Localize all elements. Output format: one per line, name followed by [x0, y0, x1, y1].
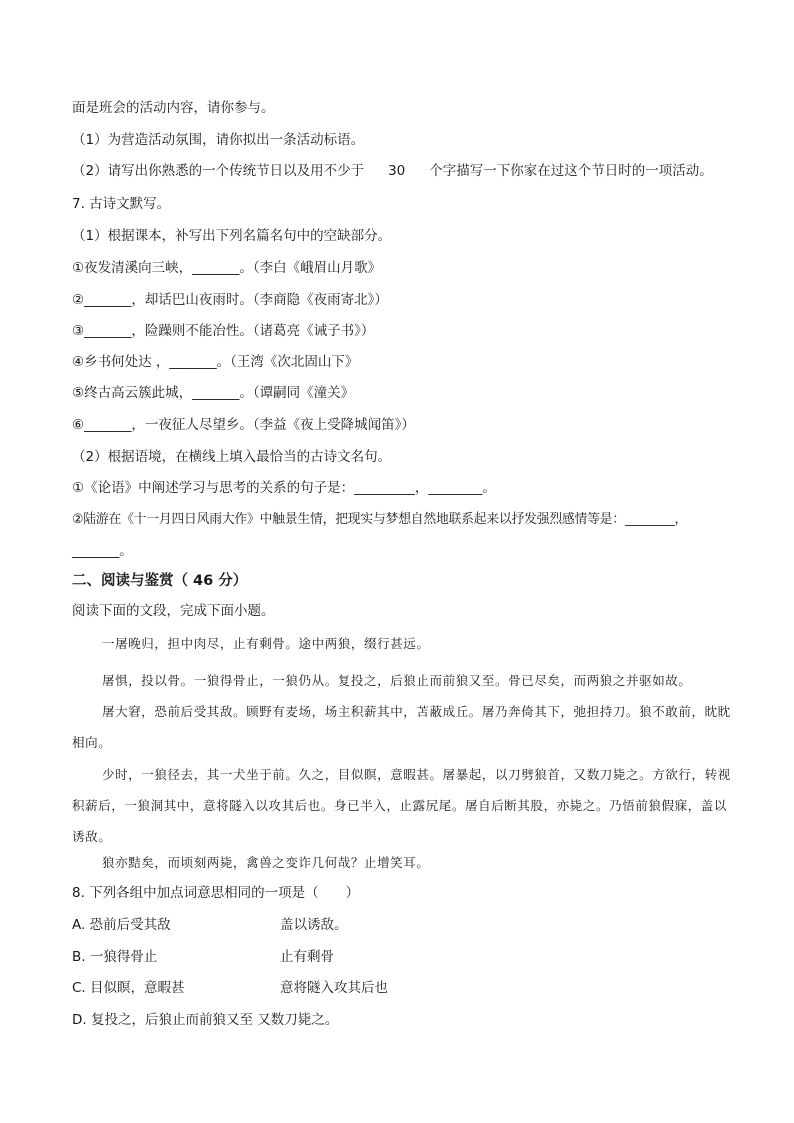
passage-para-5: 狼亦黠矣，而顷刻两毙，禽兽之变诈几何哉？止增笑耳。	[102, 855, 430, 870]
q8-option-a-pair: 盖以诱敌。	[280, 917, 348, 933]
q6-item2-post: 个字描写一下你家在过这个节日时的一项活动。	[429, 163, 713, 179]
section2-instruction: 阅读下面的文段，完成下面小题。	[72, 603, 275, 619]
q6-item2-number: 30	[388, 163, 406, 179]
passage-para-1: 一屠晚归，担中肉尽，止有剩骨。途中两狼，缀行甚远。	[102, 636, 430, 651]
section2-heading: 二、阅读与鉴赏（ 46 分）	[72, 573, 248, 589]
passage-para-4: 少时，一狼径去，其一犬坐于前。久之，目似瞑，意暇甚。屠暴起，以刀劈狼首，又数刀毙之。方欲行，转视积薪后，一狼洞其中，意将隧入以攻其后也。身已半入，止露尻尾。屠自后断其股，亦毙之。乃悟前狼假寐，盖以诱敌。	[72, 767, 731, 844]
passage-para-2: 屠惧，投以骨。一狼得骨止，一狼仍从。复投之，后狼止而前狼又至。骨已尽矣，而两狼之并驱如故。	[102, 673, 692, 688]
q6-item2	[72, 161, 713, 181]
q8-option-d-pair: 又数刀毙之。	[257, 1012, 339, 1028]
q8-option-d	[72, 1010, 338, 1030]
q7-line-3: ③_______，险躁则不能冶性。（诸葛亮《诫子书》）	[72, 323, 375, 339]
q8-option-b-pair: 止有剩骨	[280, 949, 334, 965]
q8-stem: 8. 下列各组中加点词意思相同的一项是（ ）	[72, 885, 360, 901]
q7-line-2: ②_______，却话巴山夜雨时。（李商隐《夜雨寄北》）	[72, 292, 388, 308]
q7-line-4: ④乡书何处达 ，_______。（王湾《次北固山下》	[72, 354, 359, 370]
q8-option-c-pair: 意将隧入攻其后也	[280, 980, 388, 996]
intro-text: 面是班会的活动内容，请你参与。	[72, 100, 275, 116]
q7-line-5: ⑤终古高云簇此城，_______。（谭嗣同《潼关》	[72, 385, 355, 401]
q7-context-2: ②陆游在《十一月四日风雨大作》中触景生情，把现实与梦想自然地联系起来以抒发强烈感情等是：________，	[72, 512, 688, 527]
q7-context-2-cont: _______。	[72, 543, 133, 559]
q7-part1: （1）根据课本，补写出下列名篇名句中的空缺部分。	[72, 228, 392, 244]
passage-para-3: 屠大窘，恐前后受其敌。顾野有麦场，场主积薪其中，苫蔽成丘。屠乃奔倚其下，弛担持刀。狼不敢前，眈眈相向。	[72, 704, 731, 750]
q8-option-b: B. 一狼得骨止	[72, 949, 158, 965]
q7-line-6: ⑥_______，一夜征人尽望乡。（李益《夜上受降城闻笛》）	[72, 417, 415, 433]
q8-option-c: C. 目似瞑，意暇甚	[72, 980, 185, 996]
q7-context-1: ①《论语》中阐述学习与思考的关系的句子是：_________，________。	[72, 480, 496, 496]
q7-title: 7. 古诗文默写。	[72, 196, 171, 212]
q7-part2: （2）根据语境，在横线上填入最恰当的古诗文名句。	[72, 449, 392, 465]
q7-line-1: ①夜发清溪向三峡，_______。（李白《峨眉山月歌》	[72, 260, 382, 276]
q6-item2-pre: （2）请写出你熟悉的一个传统节日以及用不少于	[72, 163, 365, 179]
q6-item1: （1）为营造活动氛围，请你拟出一条活动标语。	[72, 132, 365, 148]
q8-option-a: A. 恐前后受其敌	[72, 917, 171, 933]
q8-option-d-left: D. 复投之，后狼止而前狼又至	[72, 1012, 253, 1028]
